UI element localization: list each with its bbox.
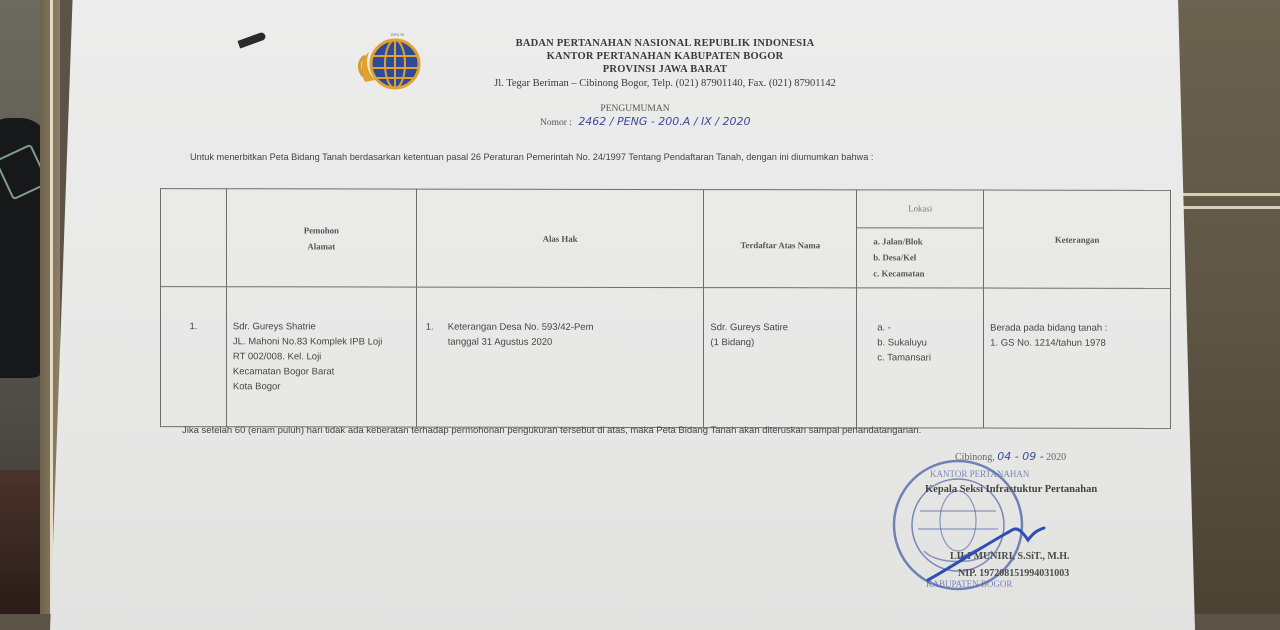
alas-hak-number: 1. [425,321,434,333]
intro-text: Untuk menerbitkan Peta Bidang Tanah berdasarkan ketentuan pasal 26 Peraturan Pemerintah No. 24/1997 Tentang Pendaftaran Tanah, dengan ini diumumkan bahwa : [190,152,874,162]
pemohon-address-line: Kota Bogor [232,381,281,393]
agency-line-3: PROVINSI JAWA BARAT [602,64,728,75]
nomor-value: 2462 / PENG - 200.A / IX / 2020 [578,115,751,128]
header-lokasi-sub [857,227,984,288]
header-lokasi-kecamatan: c. Kecamatan [873,268,925,279]
pemohon-address-line: JL. Mahoni No.83 Komplek IPB Loji [232,336,383,348]
agency-address: Jl. Tegar Beriman – Cibinong Bogor, Telp. (021) 87901140, Fax. (021) 87901142 [494,78,836,89]
signature-date [955,450,1066,463]
cell-alas-hak [416,287,704,428]
stamp-text-bottom: KABUPATEN BOGOR [926,579,1013,589]
cell-lokasi [857,288,984,428]
letterhead [430,37,900,91]
signatory-position: Kepala Seksi Infrastuktur Pertanahan [925,484,1098,495]
header-no [161,189,227,287]
agency-line-1: BADAN PERTANAHAN NASIONAL REPUBLIK INDONESIA [515,38,815,49]
signatory-nip: NIP. 197208151994031003 [958,568,1070,579]
signatory-name: LILI MUNIRI, S.SiT., M.H. [950,551,1070,562]
document-title: PENGUMUMAN [600,104,670,114]
terdaftar-count: (1 Bidang) [710,337,755,349]
keterangan-line: Berada pada bidang tanah : [990,322,1108,334]
header-pemohon [226,189,416,287]
header-alas-hak: Alas Hak [416,189,704,288]
lokasi-kecamatan: c. Tamansari [877,352,931,364]
agency-line-2: KANTOR PERTANAHAN KABUPATEN BOGOR [546,51,784,62]
footer-note: Jika setelah 60 (enam puluh) hari tidak ada keberatan terhadap permohonan pengukuran tersebut di atas, maka Peta Bidang Tanah akan diteruskan sampai penandatanganan. [182,425,922,436]
pemohon-name: Sdr. Gureys Shatrie [232,321,316,333]
header-alamat-label: Alamat [307,240,336,251]
pemohon-address-line: Kecamatan Bogor Barat [232,366,335,378]
cell-keterangan [984,288,1171,428]
lokasi-desa: b. Sukaluyu [877,337,927,349]
stamp-text-top: KANTOR PERTANAHAN [930,469,1030,479]
signature-place: Cibinong, [955,452,995,463]
terdaftar-name: Sdr. Gureys Satire [710,322,789,334]
table-header-row [161,189,1171,228]
header-lokasi-jalan: a. Jalan/Blok [873,236,923,247]
pemohon-address-line: RT 002/008. Kel. Loji [232,351,322,363]
header-keterangan: Keterangan [984,190,1171,288]
document-number [540,115,751,128]
keterangan-line: 1. GS No. 1214/tahun 1978 [990,337,1106,349]
bpn-globe-logo-icon [355,30,427,96]
header-terdaftar: Terdaftar Atas Nama [704,190,857,288]
lokasi-jalan: a. - [877,322,891,334]
announcement-table [160,188,1171,429]
header-lokasi-desa: b. Desa/Kel [873,252,917,263]
nomor-label: Nomor : [540,118,572,128]
alas-hak-line: tanggal 31 Agustus 2020 [447,336,553,348]
cell-terdaftar [704,288,857,428]
header-pemohon-label: Pemohon [303,224,339,235]
svg-text:BPN RI: BPN RI [391,32,405,37]
alas-hak-line: Keterangan Desa No. 593/42-Pem [447,321,594,333]
header-lokasi: Lokasi [857,190,984,228]
pen-mark [237,31,266,48]
handwritten-signature-icon [920,518,1050,588]
cell-pemohon [226,287,416,427]
cell-no: 1. [161,287,227,427]
signature-date-handwritten: 04 - 09 - [997,450,1044,463]
signature-year: 2020 [1046,452,1067,463]
table-row [161,287,1171,429]
